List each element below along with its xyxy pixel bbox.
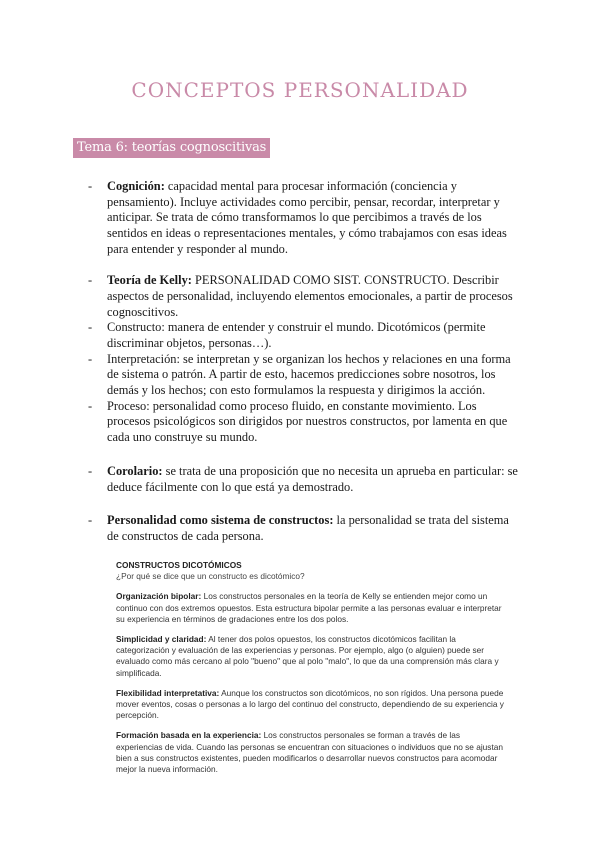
list-item — [86, 273, 522, 320]
figure-paragraph — [116, 688, 506, 722]
figure-paragraph — [116, 591, 506, 625]
paragraph-text: Los constructos personales en la teoría de Kelly se entienden mejor como un continuo con dos extremos opuestos. Esta estructura bipolar permite a las personas evaluar e interpretar su experiencia en términos de gradaciones entre los dos polos. — [116, 591, 502, 624]
list-item — [86, 352, 522, 399]
paragraph-key: Formación basada en la experiencia: — [116, 730, 262, 741]
notes-body — [86, 179, 522, 545]
list-item — [86, 464, 522, 495]
paragraph-key: Simplicidad y claridad: — [116, 634, 207, 645]
figure-heading: CONSTRUCTOS DICOTÓMICOS — [116, 560, 242, 570]
paragraph-text: Los constructos personales se forman a través de las experiencias de vida. Cuando las personas se encuentran con situaciones o individuos que no se ajustan bien a sus constructos existentes, pueden modificarlos o desarrollar nuevos constructos para acomodar mejor la nueva información. — [116, 730, 503, 775]
paragraph-text: Aunque los constructos son dicotómicos, no son rígidos. Una persona puede mover eventos, cosas o personas a lo largo del continuo del constructo, dependiendo de su experiencia y percepción. — [116, 687, 504, 721]
definition: se trata de una proposición que no necesita un aprueba en particular: se deduce fácilmente con lo que está ya demostrado. — [107, 463, 518, 494]
definition: Proceso: personalidad como proceso fluido, en constante movimiento. Los procesos psicológicos son dirigidos por nuestros constructos, por lamenta en que cada uno construye su mundo. — [107, 398, 508, 445]
figure-question: ¿Por qué se dice que un constructo es dicotómico? — [116, 571, 305, 582]
bullet-dash: - — [88, 351, 93, 366]
bullet-dash: - — [88, 463, 93, 478]
bullet-dash: - — [88, 179, 93, 193]
term: Corolario: — [107, 463, 163, 478]
bullet-dash: - — [88, 273, 93, 288]
list-item — [86, 399, 522, 446]
list-item — [86, 320, 522, 351]
paragraph-key: Organización bipolar: — [116, 591, 202, 602]
bullet-dash: - — [88, 320, 93, 335]
page-title: CONCEPTOS PERSONALIDAD — [131, 78, 469, 102]
list-item — [86, 513, 522, 544]
list-item — [86, 179, 522, 258]
definition: PERSONALIDAD COMO SIST. CONSTRUCTO. Describir aspectos de personalidad, incluyendo elementos emocionales, a partir de procesos cognoscitivos. — [107, 273, 513, 319]
paragraph-text: Al tener dos polos opuestos, los constructos dicotómicos facilitan la categorización y evaluación de las experiencias y personas. Por ejemplo, algo (o alguien) puede ser evaluado como más cercano al polo "bueno" que al polo "malo", lo que da una comprensión más clara y simplificada. — [116, 634, 499, 678]
bullet-dash: - — [88, 398, 93, 413]
figure-paragraph — [116, 730, 506, 775]
term: Cognición: — [107, 179, 165, 193]
embedded-figure-constructs — [116, 560, 506, 775]
definition: Interpretación: se interpretan y se organizan los hechos y relaciones en una forma de sistema o patrón. A partir de esto, hacemos predicciones sobre nosotros, los demás y los hechos; con esto formulamos la respuesta y dirigimos la acción. — [107, 351, 511, 398]
bullet-dash: - — [88, 513, 93, 528]
definition: capacidad mental para procesar información (conciencia y pensamiento). Incluye actividades como percibir, pensar, recordar, interpretar y anticipar. Se trata de cómo transformamos lo que percibimos a través de los sentidos en ideas o representaciones mentales, y cómo trabajamos con esas ideas para entender y responder al mundo. — [107, 179, 507, 256]
figure-paragraph — [116, 634, 506, 679]
term: Personalidad como sistema de constructos: — [107, 513, 334, 528]
definition: la personalidad se trata del sistema de constructos de cada persona. — [107, 513, 509, 543]
topic-heading: Tema 6: teorías cognoscitivas — [73, 138, 270, 158]
term: Teoría de Kelly: — [107, 273, 192, 288]
definition: Constructo: manera de entender y construir el mundo. Dicotómicos (permite discriminar objetos, personas…). — [107, 320, 486, 350]
paragraph-key: Flexibilidad interpretativa: — [116, 687, 220, 698]
